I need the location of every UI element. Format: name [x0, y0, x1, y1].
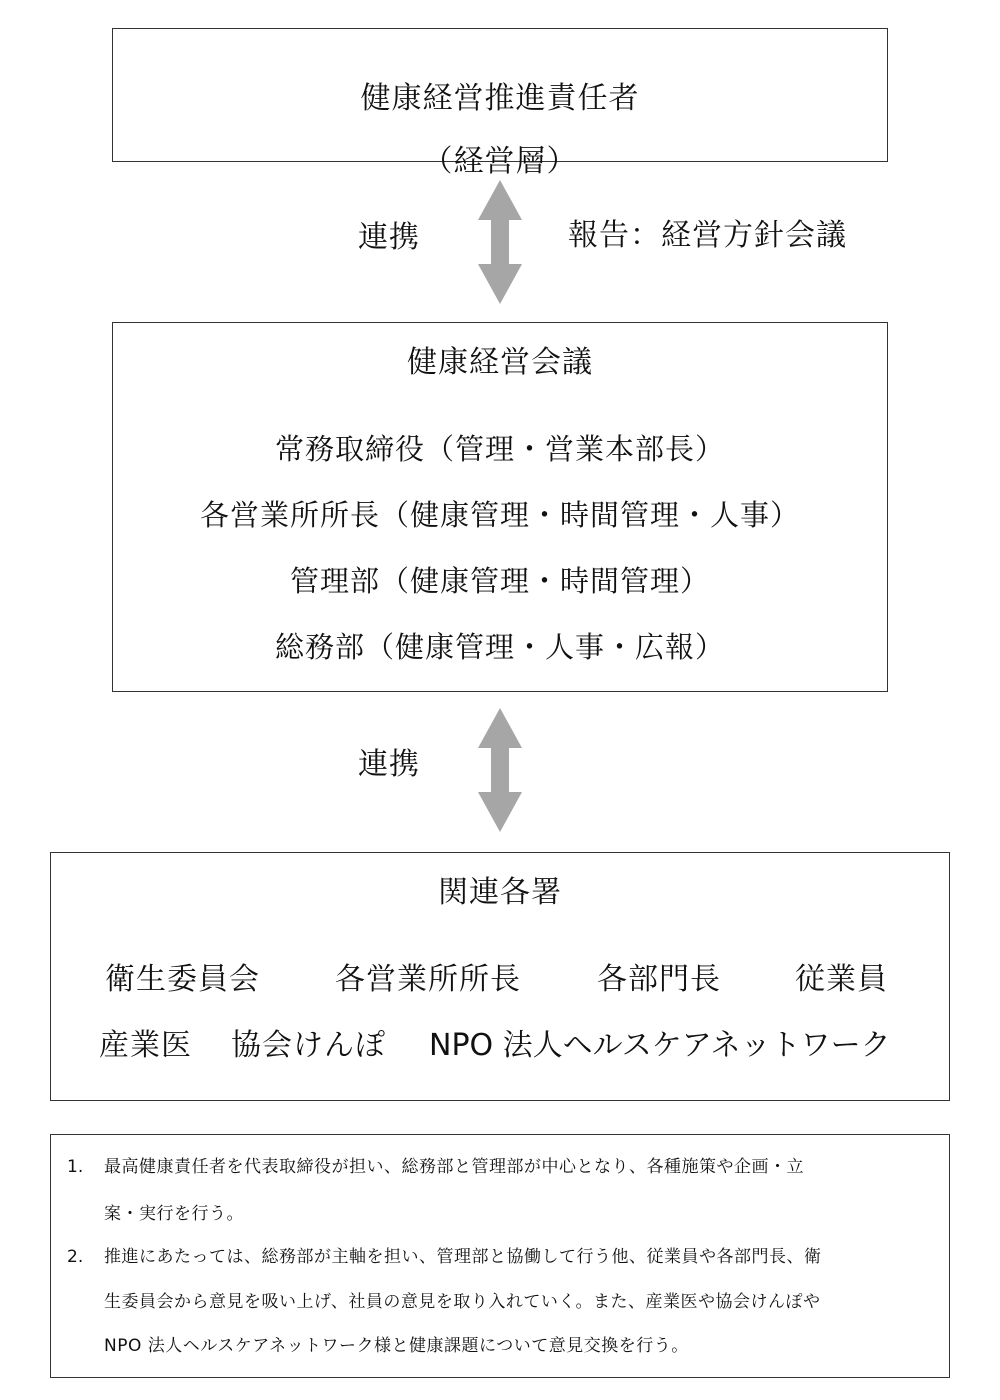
executive-title: 健康経営推進責任者 [360, 81, 640, 116]
note-line: NPO 法人ヘルスケアネットワーク様と健康課題について意見交換を行う。 [104, 1336, 689, 1356]
related-item: 協会けんぽ [231, 1028, 386, 1063]
member-line: 管理部（健康管理・時間管理） [289, 564, 710, 598]
note-line: 案・実行を行う。 [104, 1204, 244, 1224]
health-management-meeting-box [112, 322, 888, 692]
double-arrow-icon [478, 708, 522, 832]
related-item: NPO 法人ヘルスケアネットワーク [429, 1028, 891, 1063]
member-line: 各営業所所長（健康管理・時間管理・人事） [199, 498, 800, 532]
note-number: 1. [67, 1157, 84, 1177]
note-number: 2. [67, 1247, 84, 1267]
member-line: 総務部（健康管理・人事・広報） [274, 630, 725, 664]
executive-box [112, 28, 888, 179]
collaboration-label-2: 連携 [358, 747, 420, 782]
related-departments-box [50, 852, 950, 1101]
related-item: 従業員 [795, 962, 888, 997]
related-item: 衛生委員会 [105, 962, 260, 997]
notes-box [50, 1134, 950, 1378]
note-line: 推進にあたっては、総務部が主軸を担い、管理部と協働して行う他、従業員や各部門長、衛 [104, 1247, 822, 1267]
meeting-title: 健康経営会議 [407, 345, 593, 380]
note-line: 生委員会から意見を吸い上げ、社員の意見を取り入れていく。また、産業医や協会けんぽや [104, 1292, 821, 1312]
executive-subtitle: （経営層） [422, 144, 578, 179]
collaboration-label-1: 連携 [358, 220, 420, 255]
double-arrow-icon [478, 180, 522, 304]
report-label: 報告：経営方針会議 [568, 218, 847, 253]
member-line: 常務取締役（管理・営業本部長） [274, 432, 725, 466]
related-item: 各部門長 [597, 962, 721, 997]
note-line: 最高健康責任者を代表取締役が担い、総務部と管理部が中心となり、各種施策や企画・立 [104, 1157, 804, 1177]
related-title: 関連各署 [438, 875, 562, 910]
related-item: 産業医 [99, 1028, 192, 1063]
related-item: 各営業所所長 [335, 962, 521, 997]
